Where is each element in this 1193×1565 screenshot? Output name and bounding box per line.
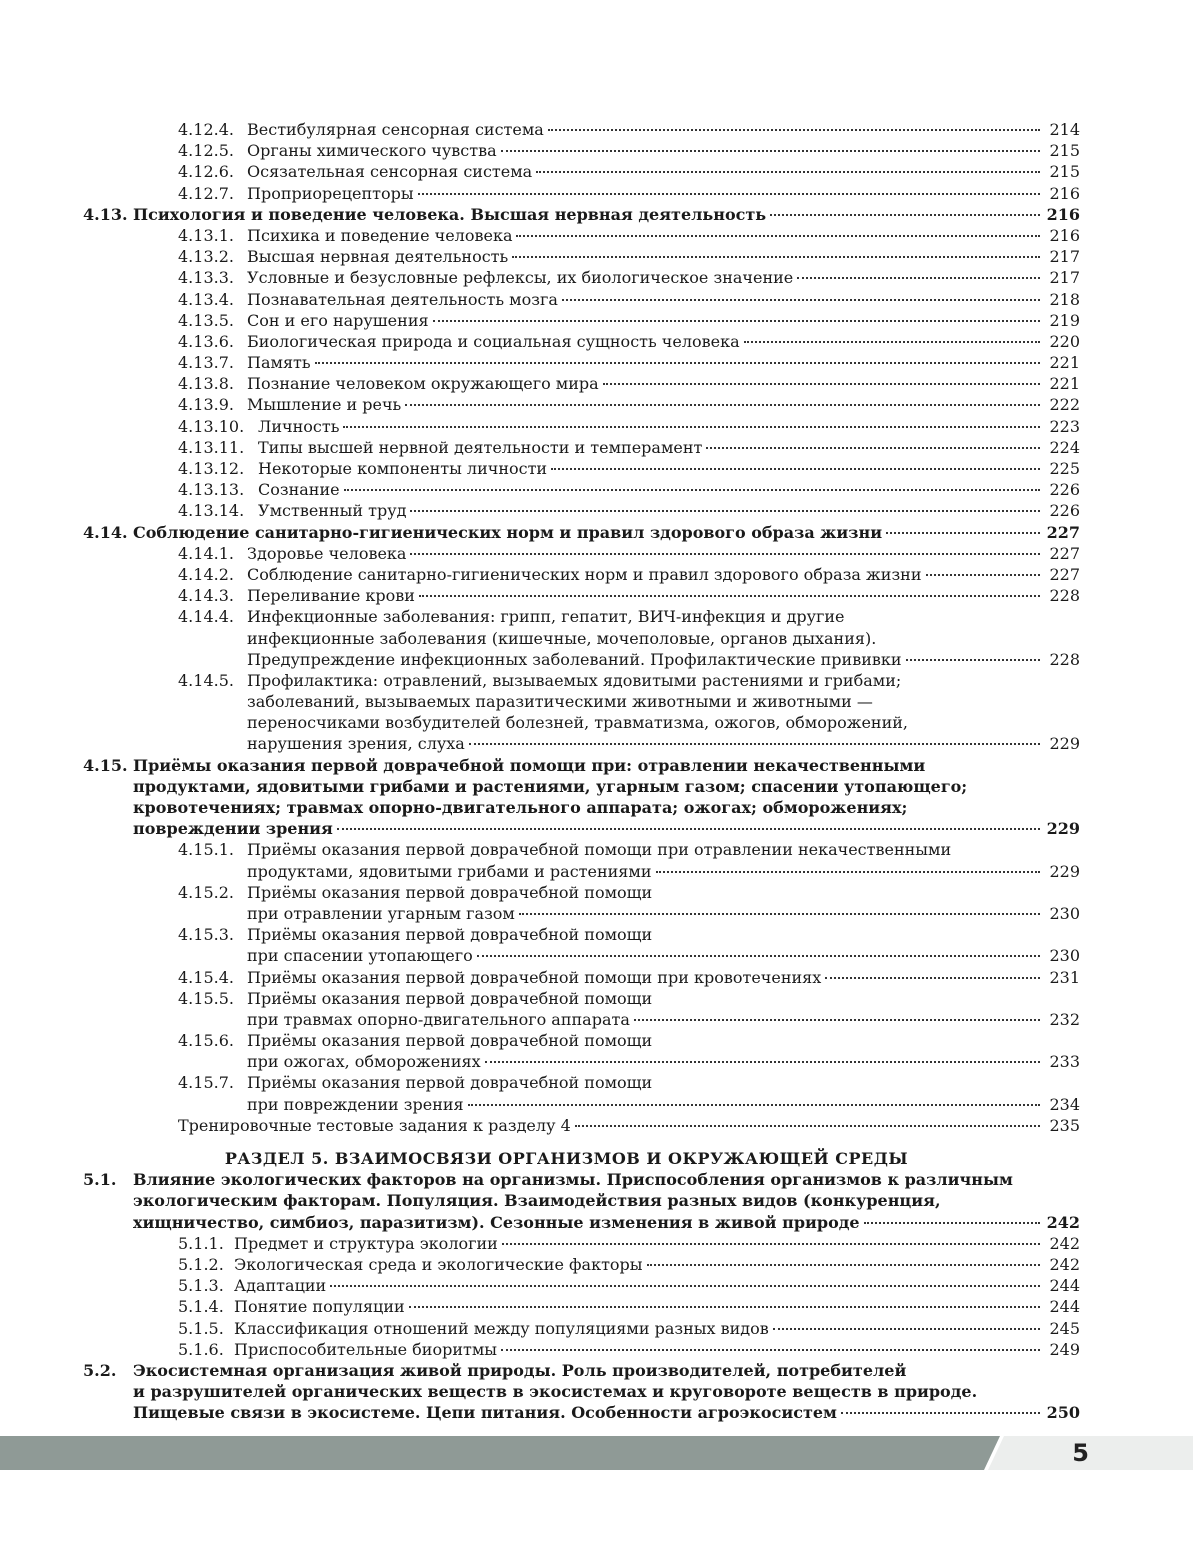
toc-page-number: 227 <box>1049 543 1080 563</box>
toc-line-last <box>0 1009 1193 1030</box>
toc-page-number: 218 <box>1049 289 1080 309</box>
toc-title: экологическим факторам. Популяция. Взаимодействия разных видов (конкуренция, <box>133 1191 941 1211</box>
toc-title: Инфекционные заболевания: грипп, гепатит, ВИЧ-инфекция и другие <box>247 607 845 627</box>
toc-page-number: 215 <box>1049 141 1080 161</box>
dot-leader <box>468 1104 1040 1106</box>
toc-title: Приёмы оказания первой доврачебной помощи при отравлении некачественными <box>247 840 952 860</box>
toc-number: 4.15. <box>83 755 128 775</box>
toc-title: Приёмы оказания первой доврачебной помощи <box>247 988 653 1008</box>
toc-line-last <box>0 161 1193 182</box>
toc-title: хищничество, симбиоз, паразитизм). Сезонные изменения в живой природе <box>133 1212 860 1232</box>
toc-line-last <box>0 1402 1193 1423</box>
dot-leader <box>886 532 1040 534</box>
toc-page-number: 215 <box>1049 162 1080 182</box>
toc-page-number: 217 <box>1049 247 1080 267</box>
toc-page-number: 232 <box>1049 1009 1080 1029</box>
toc-page-number: 231 <box>1049 967 1080 987</box>
toc-line-last <box>0 394 1193 415</box>
dot-leader <box>337 828 1040 830</box>
dot-leader <box>575 1125 1040 1127</box>
toc-page-number: 244 <box>1049 1276 1080 1296</box>
dot-leader <box>551 468 1040 470</box>
toc-number: 4.13.5. <box>178 310 234 330</box>
toc-title: Приёмы оказания первой доврачебной помощи <box>247 882 653 902</box>
toc-page-number: 224 <box>1049 437 1080 457</box>
dot-leader <box>536 171 1040 173</box>
toc-number: 4.12.5. <box>178 141 234 161</box>
toc-title: Сон и его нарушения <box>247 310 429 330</box>
toc-entry-4-14-5[interactable] <box>0 670 1193 755</box>
toc-title: нарушения зрения, слуха <box>247 734 465 754</box>
toc-page-number: 242 <box>1049 1233 1080 1253</box>
toc-page-number: 228 <box>1049 586 1080 606</box>
toc-number: 4.14. <box>83 522 128 542</box>
toc-entry-4-13-5[interactable] <box>0 310 1193 331</box>
toc-page-number: 217 <box>1049 268 1080 288</box>
toc-line-last <box>0 183 1193 204</box>
toc-entry-5-2[interactable] <box>0 1360 1193 1424</box>
toc-title: Адаптации <box>234 1276 327 1296</box>
toc-number: 4.15.2. <box>178 882 234 902</box>
toc-line <box>0 1030 1193 1051</box>
toc-number: 5.1.5. <box>178 1318 224 1338</box>
toc-page-number: 229 <box>1049 861 1080 881</box>
toc-title: Профилактика: отравлений, вызываемых ядовитыми растениями и грибами; <box>247 670 902 690</box>
toc-page-number: 230 <box>1049 946 1080 966</box>
dot-leader <box>419 595 1040 597</box>
toc-page-number: 249 <box>1049 1339 1080 1359</box>
toc-number: 4.14.5. <box>178 670 234 690</box>
toc-number: 4.14.4. <box>178 607 234 627</box>
toc-entry-4-12-5[interactable] <box>0 140 1193 161</box>
toc-page-number: 244 <box>1049 1297 1080 1317</box>
toc-line-last <box>0 543 1193 564</box>
toc-line <box>0 1169 1193 1190</box>
page-footer <box>0 1436 1193 1470</box>
toc-title: Некоторые компоненты личности <box>258 459 548 478</box>
toc-line-last <box>0 140 1193 161</box>
toc-number: 5.1.1. <box>178 1233 224 1253</box>
toc-line-last <box>0 267 1193 288</box>
toc-number: 4.15.6. <box>178 1031 234 1051</box>
toc-line <box>0 1381 1193 1402</box>
toc-title: продуктами, ядовитыми грибами и растениями <box>247 861 652 881</box>
dot-leader <box>477 955 1040 957</box>
toc-entry-4-13-9[interactable] <box>0 394 1193 415</box>
toc-line <box>0 882 1193 903</box>
toc-number: 4.14.3. <box>178 586 234 606</box>
toc-entry-4-13-12[interactable] <box>0 458 1193 479</box>
toc-entry-4-13-10[interactable] <box>0 416 1193 437</box>
toc-entry-4-13-7[interactable] <box>0 352 1193 373</box>
toc-line-last <box>0 903 1193 924</box>
toc-number: 4.15.3. <box>178 925 234 945</box>
footer-bar <box>0 1436 1193 1470</box>
toc-title: Проприорецепторы <box>247 183 414 203</box>
toc-line-last <box>0 1318 1193 1339</box>
toc-page-number: 235 <box>1049 1115 1080 1135</box>
toc-page-number: 214 <box>1049 120 1080 139</box>
toc-title: Приёмы оказания первой доврачебной помощи <box>247 925 653 945</box>
toc-number: 4.12.6. <box>178 162 234 182</box>
toc-title: Приёмы оказания первой доврачебной помощи <box>247 1031 653 1051</box>
toc-page-number: 234 <box>1049 1094 1080 1114</box>
toc-entry-4-13-4[interactable] <box>0 289 1193 310</box>
toc-page-number: 250 <box>1046 1403 1080 1423</box>
toc-line-last <box>0 246 1193 267</box>
toc-title: при отравлении угарным газом <box>247 903 515 923</box>
toc-line <box>0 755 1193 776</box>
toc-number: 4.13.13. <box>178 480 245 500</box>
toc-line <box>0 691 1193 712</box>
toc-title: Приёмы оказания первой доврачебной помощи при кровотечениях <box>247 967 822 987</box>
toc-title: Типы высшей нервной деятельности и темперамент <box>258 437 703 457</box>
toc-page-number: 227 <box>1046 522 1080 542</box>
dot-leader <box>706 447 1040 449</box>
toc-number: 4.13.4. <box>178 289 234 309</box>
toc-entry-4-12-6[interactable] <box>0 161 1193 182</box>
toc-number: 4.12.7. <box>178 183 234 203</box>
toc-line <box>0 1072 1193 1093</box>
toc-title: Предмет и структура экологии <box>234 1233 498 1253</box>
toc-title: Здоровье человека <box>247 543 407 563</box>
toc-line-last <box>0 1094 1193 1115</box>
toc-line-last <box>0 437 1193 458</box>
toc-title: Условные и безусловные рефлексы, их биологическое значение <box>247 268 794 288</box>
toc-line-last <box>0 945 1193 966</box>
toc-line-last <box>0 119 1193 140</box>
toc-title: Влияние экологических факторов на организмы. Приспособления организмов к различным <box>133 1170 1013 1190</box>
toc-title: Тренировочные тестовые задания к разделу 4 <box>178 1115 571 1135</box>
toc-number: 5.1.2. <box>178 1254 224 1274</box>
toc-entry-5-1-3[interactable] <box>0 1275 1193 1296</box>
toc-number: 4.13.8. <box>178 374 234 394</box>
dot-leader <box>519 913 1040 915</box>
toc-number: 4.14.1. <box>178 543 234 563</box>
toc-page-number: 222 <box>1049 395 1080 415</box>
toc-entry-4-15-7[interactable] <box>0 1072 1193 1114</box>
toc-title: Экосистемная организация живой природы. Роль производителей, потребителей <box>133 1360 907 1380</box>
toc-title: Познавательная деятельность мозга <box>247 289 558 309</box>
toc-title: Умственный труд <box>258 501 407 521</box>
dot-leader <box>926 574 1041 576</box>
toc-number: 4.13.2. <box>178 247 234 267</box>
toc-entry-4-13-14[interactable] <box>0 500 1193 521</box>
toc-page-number: 225 <box>1049 459 1080 478</box>
toc-line-last <box>0 1212 1193 1233</box>
toc-entry-4-13[interactable] <box>0 204 1193 225</box>
toc-number: 4.13. <box>83 204 128 224</box>
toc-line-last <box>0 225 1193 246</box>
dot-leader <box>548 129 1040 131</box>
toc-title: кровотечениях; травмах опорно-двигательного аппарата; ожогах; обморожениях; <box>133 798 908 817</box>
toc-page-number: 233 <box>1049 1052 1080 1072</box>
toc-title: Приёмы оказания первой доврачебной помощи при: отравлении некачественными <box>133 755 926 775</box>
toc-line-last <box>0 1296 1193 1317</box>
page-number: 5 <box>1072 1439 1089 1467</box>
toc-entry-tests[interactable] <box>0 1115 1193 1136</box>
toc-line-last <box>0 373 1193 394</box>
toc-title: Память <box>247 353 311 373</box>
toc-number: 5.1.3. <box>178 1276 224 1296</box>
toc-title: Мышление и речь <box>247 395 402 415</box>
toc-line-last <box>0 479 1193 500</box>
dot-leader <box>864 1222 1040 1224</box>
toc-title: продуктами, ядовитыми грибами и растениями, угарным газом; спасении утопающего; <box>133 776 968 796</box>
toc-page-number: 230 <box>1049 903 1080 923</box>
toc-page-number: 229 <box>1049 734 1080 754</box>
toc-title: Соблюдение санитарно-гигиенических норм и правил здорового образа жизни <box>133 522 883 542</box>
toc-number: 5.2. <box>83 1360 117 1380</box>
toc-number: 4.14.2. <box>178 564 234 584</box>
toc-entry-5-1-6[interactable] <box>0 1339 1193 1360</box>
dot-leader <box>634 1019 1040 1021</box>
toc-number: 4.13.6. <box>178 331 234 351</box>
dot-leader <box>469 743 1040 745</box>
dot-leader <box>773 1328 1040 1330</box>
toc-entry-4-12-4[interactable] <box>0 119 1193 140</box>
toc-number: 4.15.1. <box>178 840 234 860</box>
toc-entry-4-15-6[interactable] <box>0 1030 1193 1072</box>
toc-title: Вестибулярная сенсорная система <box>247 120 544 139</box>
toc-page-number: 221 <box>1049 353 1080 373</box>
toc-line-last <box>0 564 1193 585</box>
toc-entry-4-13-8[interactable] <box>0 373 1193 394</box>
toc-title: Биологическая природа и социальная сущность человека <box>247 331 740 351</box>
dot-leader <box>841 1412 1040 1414</box>
dot-leader <box>562 299 1040 301</box>
toc-entry-5-1[interactable] <box>0 1169 1193 1233</box>
toc-title: Экологическая среда и экологические факторы <box>234 1254 643 1274</box>
toc-entry-4-13-1[interactable] <box>0 225 1193 246</box>
toc-page-number: 221 <box>1049 374 1080 394</box>
toc-entry-4-12-7[interactable] <box>0 183 1193 204</box>
toc-title: Личность <box>258 416 340 436</box>
toc-line <box>0 924 1193 945</box>
toc-entry-4-13-13[interactable] <box>0 479 1193 500</box>
toc-title: Классификация отношений между популяциями разных видов <box>234 1318 769 1338</box>
toc-title: Психика и поведение человека <box>247 225 513 245</box>
toc-title: Высшая нервная деятельность <box>247 247 509 267</box>
dot-leader <box>744 341 1040 343</box>
toc-title: Соблюдение санитарно-гигиенических норм и правил здорового образа жизни <box>247 564 922 584</box>
toc-entry-4-15-5[interactable] <box>0 988 1193 1030</box>
toc-number: 5.1. <box>83 1170 117 1190</box>
toc-entry-4-13-11[interactable] <box>0 437 1193 458</box>
toc-entry-4-14-4[interactable] <box>0 606 1193 670</box>
toc-line-last <box>0 733 1193 754</box>
toc-line-last <box>0 458 1193 479</box>
toc-title: Познание человеком окружающего мира <box>247 374 599 394</box>
toc-line-last <box>0 1254 1193 1275</box>
toc-page-number: 226 <box>1049 501 1080 521</box>
section-heading: РАЗДЕЛ 5. ВЗАИМОСВЯЗИ ОРГАНИЗМОВ И ОКРУЖАЮЩЕЙ СРЕДЫ <box>224 1149 909 1168</box>
dot-leader <box>906 659 1040 661</box>
toc-number: 4.13.12. <box>178 459 245 478</box>
toc-line <box>0 988 1193 1009</box>
toc-number: 4.15.4. <box>178 967 234 987</box>
toc-line <box>0 776 1193 797</box>
toc-title: Органы химического чувства <box>247 141 497 161</box>
dot-leader <box>603 383 1040 385</box>
toc-page-number: 227 <box>1049 564 1080 584</box>
toc-line-last <box>0 1275 1193 1296</box>
dot-leader <box>330 1285 1040 1287</box>
dot-leader <box>825 977 1040 979</box>
toc-title: при спасении утопающего <box>247 946 473 966</box>
toc-line-last <box>0 331 1193 352</box>
toc-entry-4-13-2[interactable] <box>0 246 1193 267</box>
toc-page-number: 242 <box>1049 1254 1080 1274</box>
toc-title: Психология и поведение человека. Высшая нервная деятельность <box>133 204 767 224</box>
toc-line-last <box>0 416 1193 437</box>
dot-leader <box>315 362 1040 364</box>
dot-leader <box>647 1264 1040 1266</box>
toc-line <box>0 1190 1193 1211</box>
section-spacer <box>0 1136 1193 1148</box>
dot-leader <box>344 489 1040 491</box>
toc-title: и разрушителей органических веществ в экосистемах и круговороте веществ в природе. <box>133 1382 978 1402</box>
toc-line-last <box>0 649 1193 670</box>
toc-line-last <box>0 522 1193 543</box>
toc-page-number: 223 <box>1049 416 1080 436</box>
toc-number: 4.12.4. <box>178 120 234 139</box>
toc-title: переносчиками возбудителей болезней, травматизма, ожогов, обморожений, <box>247 713 908 733</box>
toc-title: при ожогах, обморожениях <box>247 1052 481 1072</box>
toc-number: 4.13.14. <box>178 501 245 521</box>
toc-entry-4-14-3[interactable] <box>0 585 1193 606</box>
dot-leader <box>516 235 1040 237</box>
toc-entry-5-1-1[interactable] <box>0 1233 1193 1254</box>
toc-entry-4-15-2[interactable] <box>0 882 1193 924</box>
toc-line <box>0 839 1193 860</box>
dot-leader <box>656 871 1040 873</box>
toc-number: 4.13.10. <box>178 416 245 436</box>
toc-entry-4-15-1[interactable] <box>0 839 1193 881</box>
table-of-contents <box>0 119 1193 1423</box>
toc-title: Осязательная сенсорная система <box>247 162 533 182</box>
toc-number: 4.15.5. <box>178 988 234 1008</box>
toc-page-number: 242 <box>1046 1212 1080 1232</box>
toc-line-last <box>0 1233 1193 1254</box>
toc-title: Сознание <box>258 480 340 500</box>
toc-line <box>0 628 1193 649</box>
dot-leader <box>410 510 1040 512</box>
toc-line <box>0 712 1193 733</box>
toc-page-number: 226 <box>1049 480 1080 500</box>
dot-leader <box>512 256 1040 258</box>
toc-page-number: 220 <box>1049 331 1080 351</box>
toc-title: инфекционные заболевания (кишечные, мочеполовые, органов дыхания). <box>247 628 877 648</box>
toc-line-last <box>0 1115 1193 1136</box>
toc-entry-4-15[interactable] <box>0 755 1193 840</box>
dot-leader <box>501 150 1040 152</box>
toc-entry-5-1-4[interactable] <box>0 1296 1193 1317</box>
dot-leader <box>409 1306 1040 1308</box>
toc-entry-4-14[interactable] <box>0 522 1193 543</box>
toc-page-number: 216 <box>1049 225 1080 245</box>
toc-number: 4.13.11. <box>178 437 245 457</box>
toc-page-number: 228 <box>1049 649 1080 669</box>
toc-entry-5-1-5[interactable] <box>0 1318 1193 1339</box>
toc-entry-4-15-4[interactable] <box>0 967 1193 988</box>
toc-line-last <box>0 1339 1193 1360</box>
dot-leader <box>485 1061 1040 1063</box>
toc-line-last <box>0 310 1193 331</box>
dot-leader <box>501 1349 1040 1351</box>
toc-page-number: 216 <box>1046 204 1080 224</box>
toc-number: 4.13.3. <box>178 268 234 288</box>
toc-number: 4.13.1. <box>178 225 234 245</box>
toc-entry-5-1-2[interactable] <box>0 1254 1193 1275</box>
toc-line <box>0 670 1193 691</box>
toc-title: заболеваний, вызываемых паразитическими животными и животными — <box>247 692 873 712</box>
dot-leader <box>770 214 1040 216</box>
dot-leader <box>433 320 1040 322</box>
dot-leader <box>797 277 1040 279</box>
toc-line-last <box>0 861 1193 882</box>
dot-leader <box>502 1243 1040 1245</box>
toc-number: 5.1.4. <box>178 1297 224 1317</box>
toc-entry-4-13-3[interactable] <box>0 267 1193 288</box>
toc-title: Приёмы оказания первой доврачебной помощи <box>247 1073 653 1093</box>
toc-line-last <box>0 289 1193 310</box>
toc-title: повреждении зрения <box>133 819 333 839</box>
toc-title: при повреждении зрения <box>247 1094 464 1114</box>
dot-leader <box>405 404 1040 406</box>
toc-number: 4.13.9. <box>178 395 234 415</box>
toc-entry-4-15-3[interactable] <box>0 924 1193 966</box>
toc-title: Предупреждение инфекционных заболеваний. Профилактические прививки <box>247 649 902 669</box>
dot-leader <box>343 426 1040 428</box>
toc-page-number: 245 <box>1049 1318 1080 1338</box>
toc-line-last <box>0 352 1193 373</box>
toc-entry-4-14-1[interactable] <box>0 543 1193 564</box>
toc-title: Понятие популяции <box>234 1297 405 1317</box>
toc-entry-4-13-6[interactable] <box>0 331 1193 352</box>
toc-number: 4.15.7. <box>178 1073 234 1093</box>
toc-page-number: 216 <box>1049 183 1080 203</box>
toc-line <box>0 606 1193 627</box>
toc-page-number: 219 <box>1049 310 1080 330</box>
dot-leader <box>418 193 1040 195</box>
toc-entry-4-14-2[interactable] <box>0 564 1193 585</box>
toc-number: 4.13.7. <box>178 353 234 373</box>
toc-number: 5.1.6. <box>178 1339 224 1359</box>
dot-leader <box>410 553 1040 555</box>
toc-page-number: 229 <box>1046 819 1080 839</box>
toc-title: Пищевые связи в экосистеме. Цепи питания. Особенности агроэкосистем <box>133 1403 837 1423</box>
toc-line-last <box>0 1051 1193 1072</box>
toc-line-last <box>0 818 1193 839</box>
toc-line <box>0 797 1193 818</box>
toc-line-last <box>0 585 1193 606</box>
toc-line-last <box>0 967 1193 988</box>
toc-line-last <box>0 500 1193 521</box>
toc-title: при травмах опорно-двигательного аппарата <box>247 1009 630 1029</box>
toc-line <box>0 1360 1193 1381</box>
toc-line-last <box>0 204 1193 225</box>
toc-title: Приспособительные биоритмы <box>234 1339 498 1359</box>
toc-title: Переливание крови <box>247 586 415 606</box>
